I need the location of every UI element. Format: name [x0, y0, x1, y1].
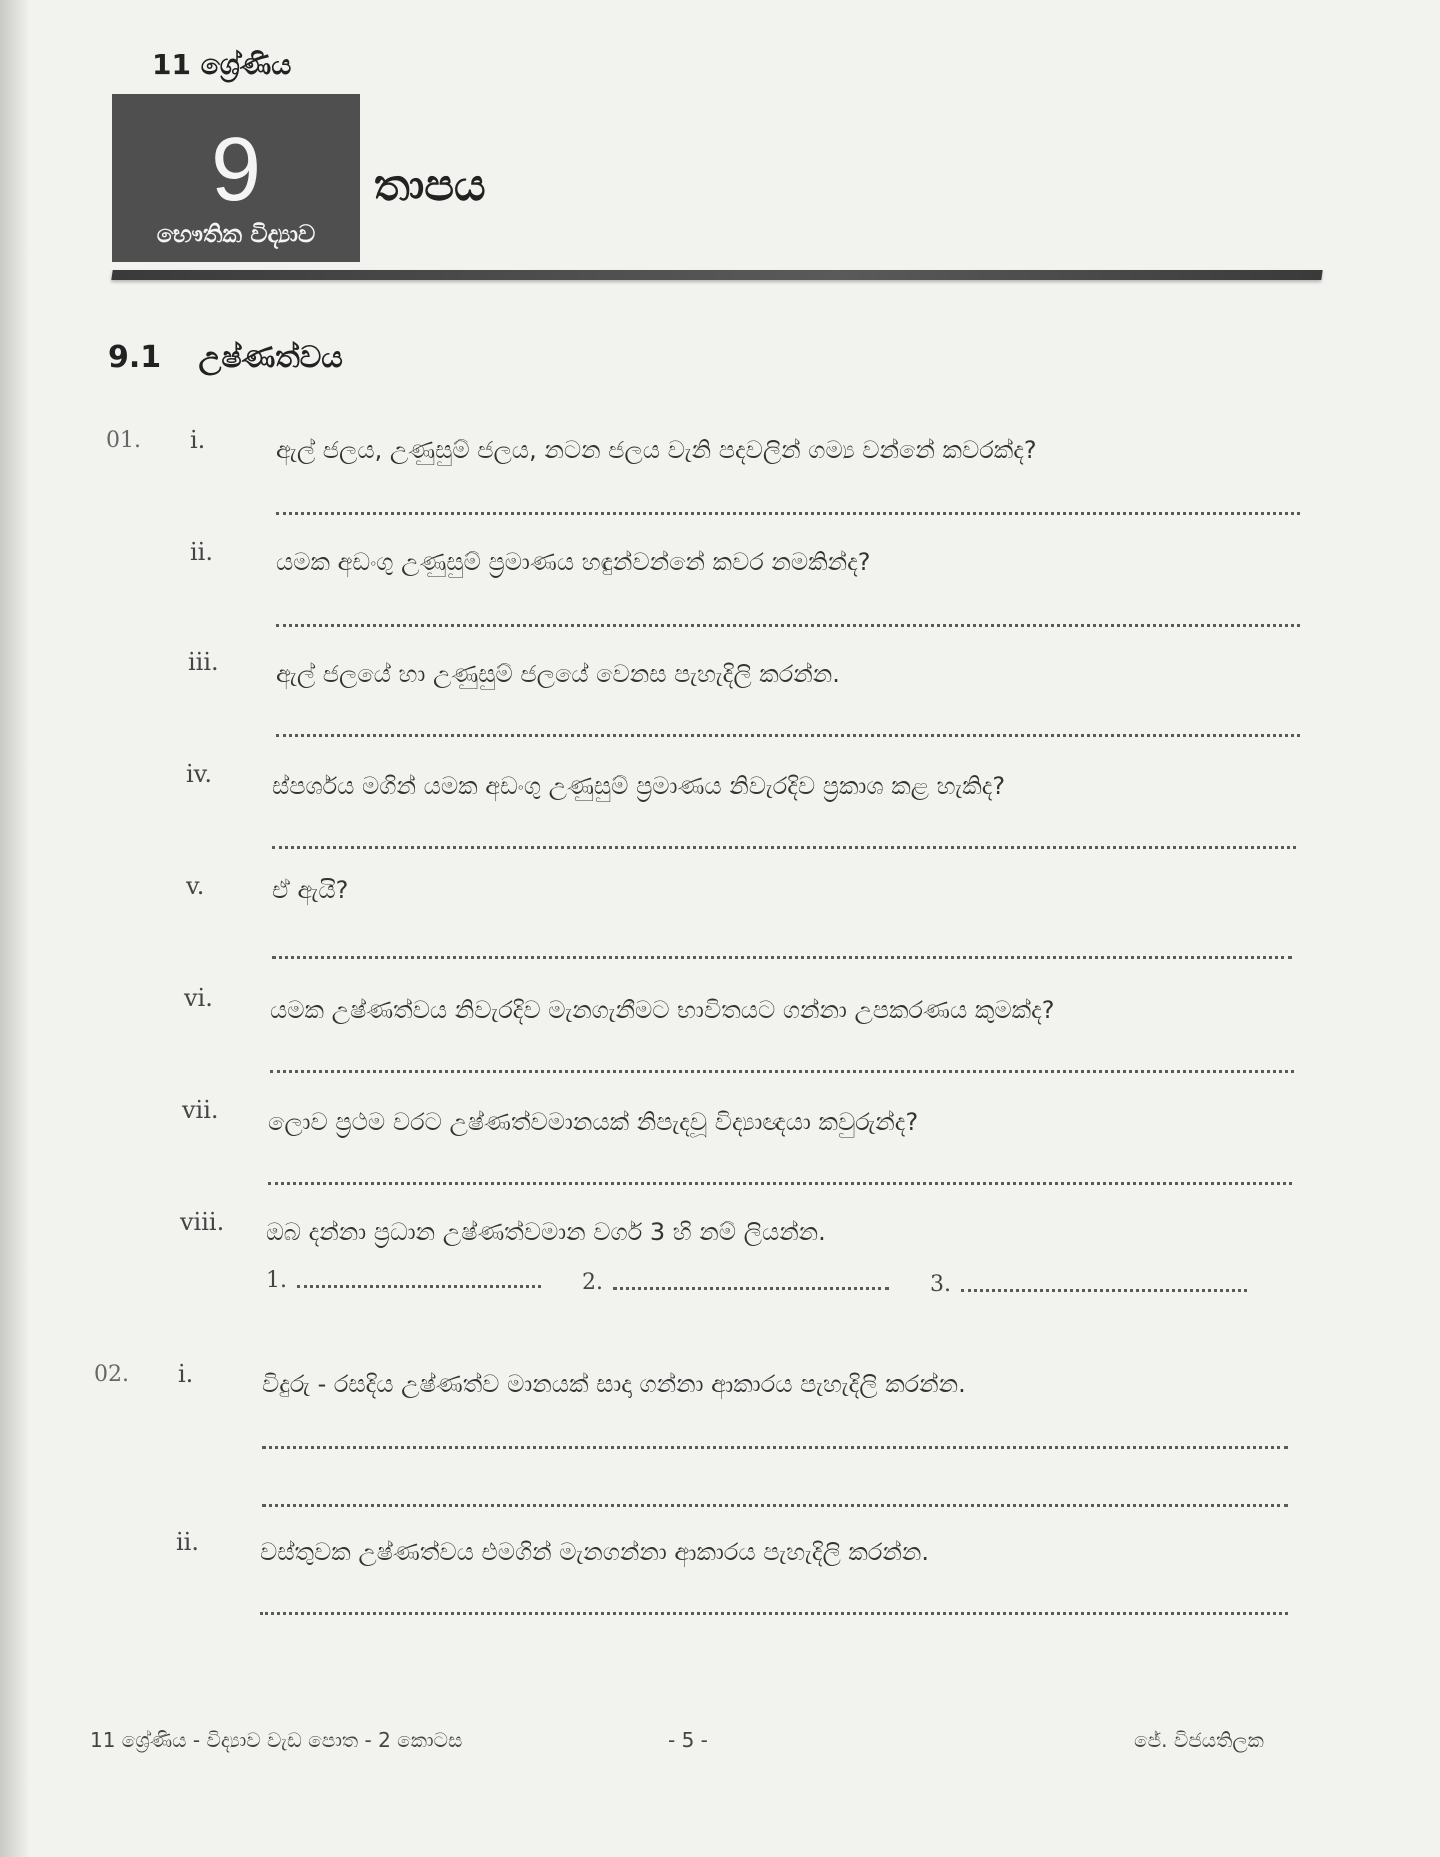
page-number: - 5 -	[668, 1728, 708, 1752]
blank-line[interactable]	[297, 1285, 541, 1288]
grade-label: 11 ශ්‍රේණිය	[152, 48, 292, 81]
part-roman: i.	[190, 426, 206, 454]
chapter-badge	[112, 94, 360, 262]
answer-line[interactable]	[268, 1182, 1292, 1185]
part-roman: iv.	[186, 760, 213, 788]
question-text: ඔබ දන්නා ප්‍රධාන උෂ්ණත්වමාන වර්ග 3 හි නම් ලියන්න.	[266, 1218, 826, 1246]
part-roman: v.	[186, 872, 205, 900]
chapter-title: තාපය	[374, 160, 486, 211]
part-roman: iii.	[188, 648, 219, 676]
question-text: ඇල් ජලය, උණුසුම් ජලය, නටන ජලය වැනි පදවලින් ගම්‍ය වන්නේ කවරක්ද?	[276, 436, 1037, 464]
blank-line[interactable]	[613, 1287, 889, 1290]
question-text: වස්තුවක උෂ්ණත්වය එමගින් මැනගන්නා ආකාරය පැහැදිලි කරන්න.	[260, 1538, 930, 1566]
part-roman: ii.	[176, 1528, 199, 1556]
part-roman: i.	[178, 1360, 194, 1388]
section-number: 9.1	[108, 340, 162, 375]
answer-line[interactable]	[276, 624, 1300, 627]
part-roman: viii.	[180, 1208, 225, 1236]
answer-line[interactable]	[272, 956, 1292, 959]
blank-line[interactable]	[961, 1289, 1247, 1292]
blank-label: 1.	[266, 1268, 287, 1293]
blank-item-1[interactable]	[266, 1268, 541, 1293]
question-text: යමක උෂ්ණත්වය නිවැරදිව මැනගැනීමට භාවිතයට ගන්නා උපකරණය කුමක්ද?	[270, 996, 1055, 1024]
footer-left: 11 ශ්‍රේණිය - විද්‍යාව වැඩ පොත - 2 කොටස	[90, 1728, 463, 1752]
footer-author: ජේ. විජයතිලක	[1134, 1728, 1264, 1752]
answer-line[interactable]	[276, 734, 1300, 737]
page-edge-shadow	[0, 0, 30, 1857]
question-number: 02.	[94, 1362, 129, 1387]
answer-line[interactable]	[260, 1612, 1288, 1615]
chapter-subject: භෞතික විද්‍යාව	[156, 220, 316, 248]
answer-line[interactable]	[262, 1504, 1288, 1507]
section-heading	[108, 340, 343, 375]
question-text: ඒ ඇයි?	[272, 876, 349, 904]
part-roman: ii.	[190, 538, 213, 566]
blank-item-2[interactable]	[582, 1270, 889, 1295]
answer-line[interactable]	[262, 1446, 1288, 1449]
part-roman: vii.	[182, 1096, 219, 1124]
header-rule	[111, 270, 1322, 280]
answer-line[interactable]	[272, 846, 1296, 849]
question-text: ලොව ප්‍රථම වරට උෂ්ණත්වමානයක් නිපැදවූ විද්‍යාඥයා කවුරුන්ද?	[268, 1108, 919, 1136]
question-text: යමක අඩංගු උණුසුම් ප්‍රමාණය හඳුන්වන්නේ කවර නමකින්ද?	[276, 548, 871, 576]
blank-label: 2.	[582, 1270, 603, 1295]
blank-label: 3.	[930, 1272, 951, 1297]
answer-line[interactable]	[270, 1070, 1294, 1073]
question-text: විදුරු - රසදිය උෂ්ණත්ව මානයක් සාදා ගන්නා ආකාරය පැහැදිලි කරන්න.	[262, 1370, 966, 1398]
question-number: 01.	[106, 428, 141, 453]
blank-item-3[interactable]	[930, 1272, 1247, 1297]
question-text: ඇල් ජලයේ හා උණුසුම් ජලයේ වෙනස පැහැදිලි කරන්න.	[276, 660, 840, 688]
question-text: ස්පර්ශය මගින් යමක අඩංගු උණුසුම් ප්‍රමාණය නිවැරදිව ප්‍රකාශ කළ හැකිද?	[272, 772, 1006, 800]
chapter-number: 9	[210, 120, 262, 220]
part-roman: vi.	[184, 984, 213, 1012]
answer-line[interactable]	[276, 512, 1300, 515]
section-title: උෂ්ණත්වය	[198, 340, 343, 375]
